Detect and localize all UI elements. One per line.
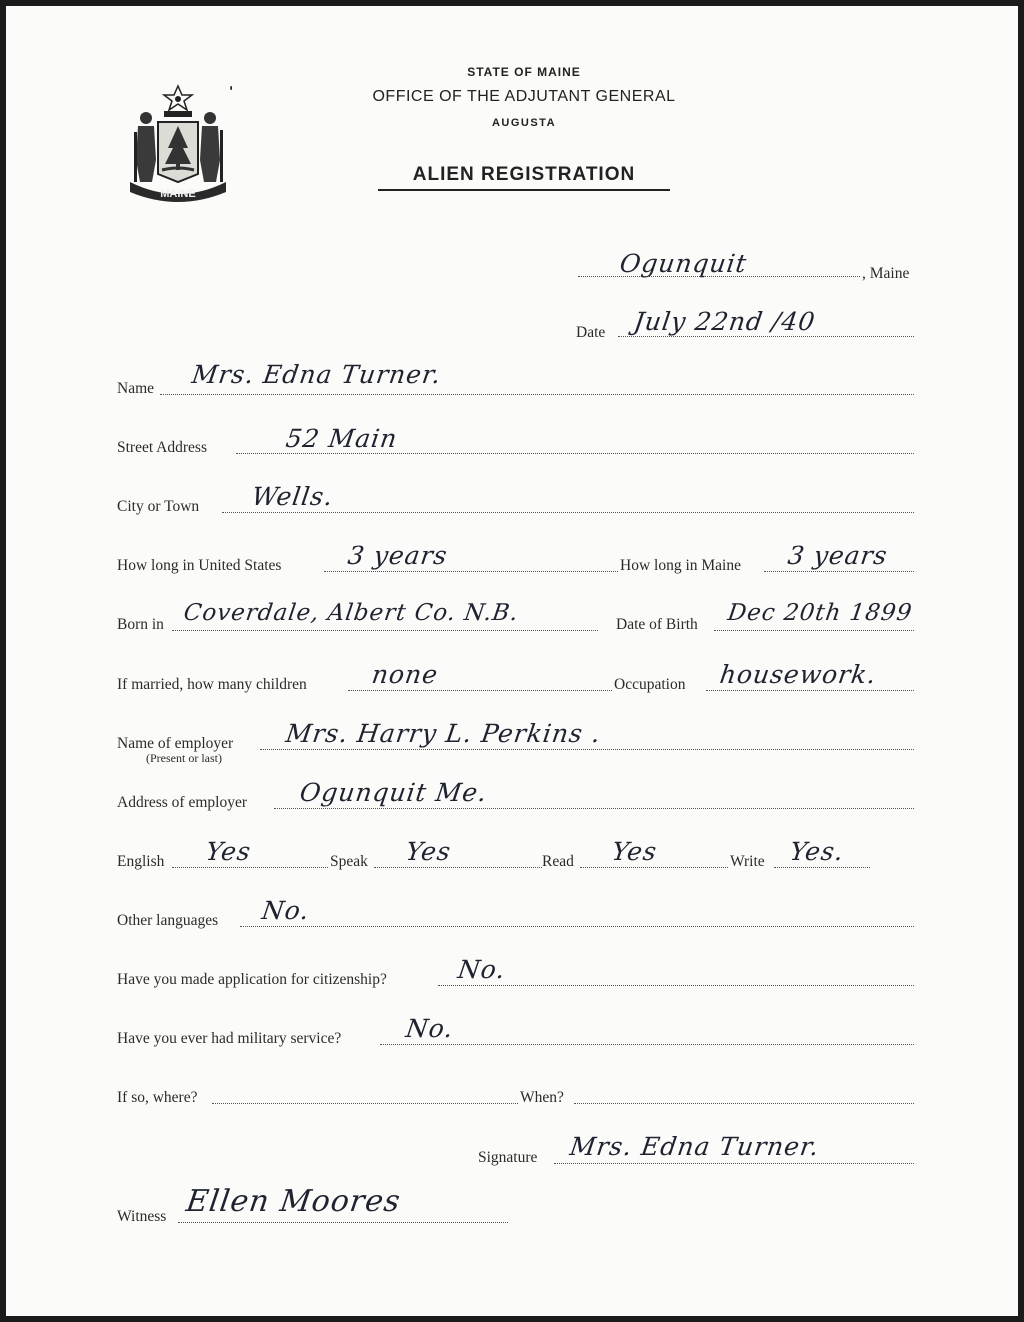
english-line — [172, 867, 328, 868]
where-line — [212, 1103, 518, 1104]
date-label: Date — [576, 324, 606, 341]
seal-ribbon-text: MAINE — [160, 188, 196, 200]
military-label: Have you ever had military service? — [117, 1030, 342, 1047]
speak-line — [374, 867, 542, 868]
other-languages-value[interactable]: No. — [260, 896, 312, 925]
children-line — [348, 690, 612, 691]
write-label: Write — [730, 853, 765, 870]
street-address-value[interactable]: 52 Main — [284, 424, 400, 453]
write-value[interactable]: Yes. — [788, 837, 846, 866]
when-label: When? — [520, 1089, 564, 1106]
how-long-maine-line — [764, 571, 914, 572]
signature-value[interactable]: Mrs. Edna Turner. — [568, 1132, 822, 1161]
employer-address-line — [274, 808, 914, 809]
city-value[interactable]: Wells. — [250, 482, 336, 511]
witness-label: Witness — [117, 1208, 167, 1225]
city-label: City or Town — [117, 498, 200, 515]
when-line — [574, 1103, 914, 1104]
speak-value[interactable]: Yes — [404, 837, 454, 866]
children-label: If married, how many children — [117, 676, 307, 693]
read-value[interactable]: Yes — [610, 837, 660, 866]
employer-address-label: Address of employer — [117, 794, 247, 811]
street-address-line — [236, 453, 914, 454]
header-state: STATE OF MAINE — [467, 65, 581, 79]
street-address-label: Street Address — [117, 439, 207, 456]
how-long-us-label: How long in United States — [117, 557, 282, 574]
how-long-us-line — [324, 571, 618, 572]
other-languages-label: Other languages — [117, 912, 219, 929]
employer-address-value[interactable]: Ogunquit Me. — [298, 778, 490, 807]
date-of-birth-value[interactable]: Dec 20th 1899 — [726, 600, 915, 626]
english-label: English — [117, 853, 165, 870]
employer-name-sublabel: (Present or last) — [146, 751, 222, 765]
read-line — [580, 867, 728, 868]
occupation-value[interactable]: housework. — [718, 660, 879, 689]
citizenship-label: Have you made application for citizenship? — [117, 971, 387, 988]
born-in-value[interactable]: Coverdale, Albert Co. N.B. — [182, 600, 521, 626]
occupation-line — [706, 690, 914, 691]
signature-label: Signature — [478, 1149, 538, 1166]
where-label: If so, where? — [117, 1089, 198, 1106]
born-in-line — [172, 630, 598, 631]
occupation-label: Occupation — [614, 676, 686, 693]
how-long-us-value[interactable]: 3 years — [346, 541, 450, 570]
signature-line — [554, 1163, 914, 1164]
form-title: ALIEN REGISTRATION — [378, 164, 670, 191]
registration-form-page — [6, 6, 1018, 1316]
maine-state-seal-icon — [124, 82, 232, 211]
write-line — [774, 867, 870, 868]
date-line — [618, 336, 914, 337]
speak-label: Speak — [330, 853, 368, 870]
employer-name-line — [260, 749, 914, 750]
name-value[interactable]: Mrs. Edna Turner. — [190, 360, 444, 389]
how-long-maine-value[interactable]: 3 years — [786, 541, 890, 570]
header-city: AUGUSTA — [491, 117, 557, 129]
city-line — [222, 512, 914, 513]
citizenship-value[interactable]: No. — [456, 955, 508, 984]
employer-name-value[interactable]: Mrs. Harry L. Perkins . — [284, 719, 603, 748]
military-value[interactable]: No. — [404, 1014, 456, 1043]
place-value[interactable]: Ogunquit — [618, 249, 749, 278]
how-long-maine-label: How long in Maine — [620, 557, 741, 574]
children-value[interactable]: none — [370, 660, 441, 689]
name-label: Name — [117, 380, 155, 397]
date-of-birth-line — [714, 630, 914, 631]
witness-line — [178, 1222, 508, 1223]
witness-value[interactable]: Ellen Moores — [184, 1184, 403, 1219]
date-value[interactable]: July 22nd /40 — [632, 307, 818, 336]
military-line — [380, 1044, 914, 1045]
born-in-label: Born in — [117, 616, 164, 633]
place-suffix: , Maine — [862, 265, 910, 282]
english-value[interactable]: Yes — [204, 837, 254, 866]
employer-name-label: Name of employer — [117, 735, 234, 752]
name-line — [160, 394, 914, 395]
read-label: Read — [542, 853, 574, 870]
header-office: OFFICE OF THE ADJUTANT GENERAL — [372, 88, 676, 105]
date-of-birth-label: Date of Birth — [616, 616, 698, 633]
citizenship-line — [438, 985, 914, 986]
other-languages-line — [240, 926, 914, 927]
